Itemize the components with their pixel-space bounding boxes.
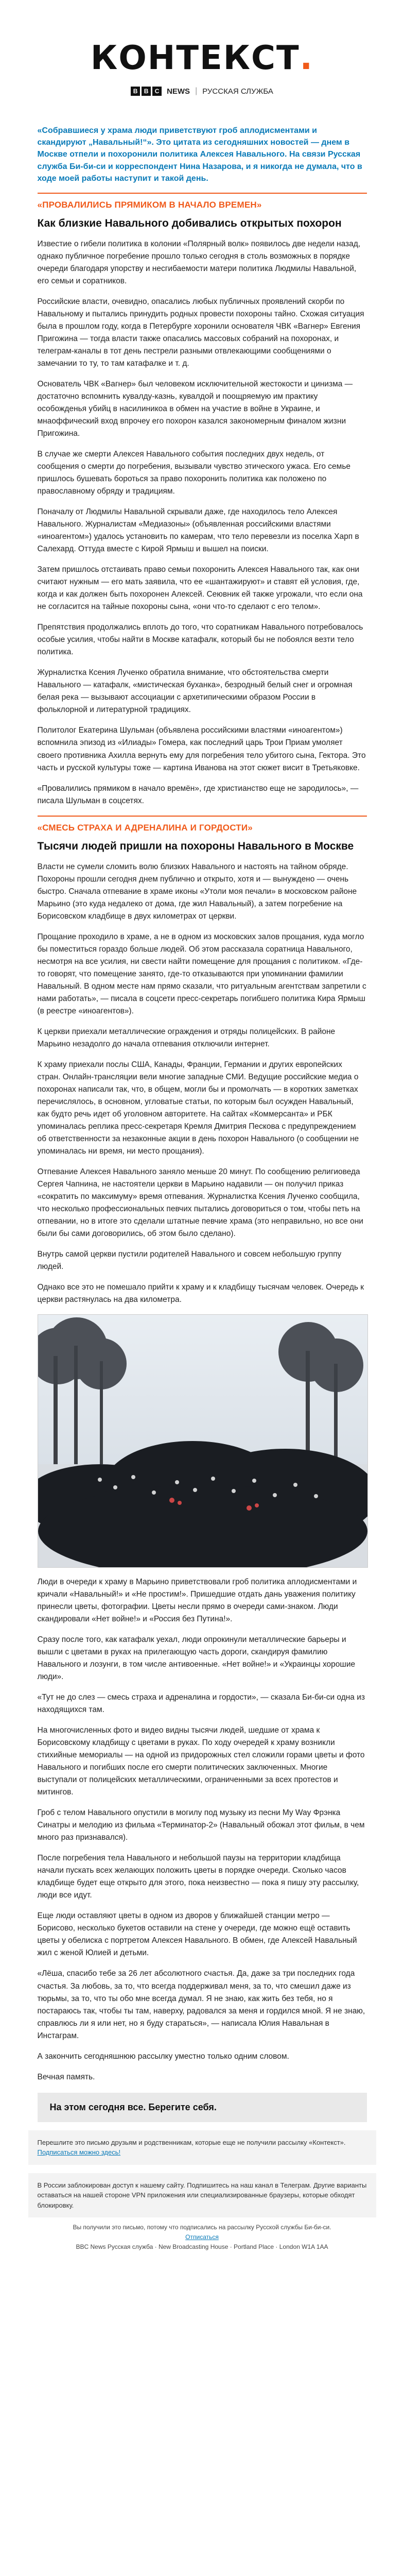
section2-paragraph: «Тут не до слез — смесь страха и адреналина и гордости», — сказала Би-би-си одна из находящихся там. xyxy=(37,1693,365,1715)
section2-paragraph: Вечная память. xyxy=(37,2072,95,2081)
section2-paragraph: А закончить сегодняшнюю рассылку уместно только одним словом. xyxy=(37,2052,289,2061)
news-label: NEWS xyxy=(167,87,190,96)
bbc-logo: B B C xyxy=(131,87,162,96)
section2-paragraph: К церкви приехали металлические ограждения и отряды полицейских. В районе Марьино незадолго до начала отпевания отключили интернет. xyxy=(37,1027,336,1048)
russian-service-label: РУССКАЯ СЛУЖБА xyxy=(202,87,273,96)
section2-paragraph: Гроб с телом Навального опустили в могилу под музыку из песни My Way Фрэнка Синатры и мелодию из фильма «Терминатор-2» (Навальный обожал этот фильм, в чем много раз признавался). xyxy=(37,1808,365,1842)
section1-paragraph: В случае же смерти Алексея Навального события последних двух недель, от сообщения о смерти до погребения, вызывали чувство этического ужаса. Его семье пришлось бушевать бороться за право похоронить политика как положено по православному обряду и традициям. xyxy=(37,450,351,496)
unsubscribe-footer xyxy=(0,2223,404,2252)
footer-box xyxy=(38,2093,367,2122)
crowd-photo xyxy=(38,1314,368,1568)
section1-paragraph: Поначалу от Людмилы Навальной скрывали даже, где находилось тело Алексея Навального. Журналистам «Медиазоны» (объявленная российскими властями «иноагентом») удалось установить по камерам, что тело перевезли из поселка Харп в Салехард. Оттуда вместе с Кирой Ярмыш и вышел на поиски. xyxy=(37,507,359,554)
section1-paragraph: Известие о гибели политика в колонии «Полярный волк» появилось две недели назад, однако публичное погребение прошло только сегодня в столь возможных в порядке очереди благодаря упорству и несгибаемости матери политика Людмилы Навальной, его семьи и соратников. xyxy=(37,239,361,285)
section1-paragraph: Затем пришлось отстаивать право семьи похоронить Алексея Навального так, как они считают нужным — его мать заявила, что ее «шантажируют» и ставят ей условия, где, когда и как должен быть похоронен Алексей. Сеювник ей также угрожали, что если она не согласится на тайные похороны сына, «они что-то сделают с его телом». xyxy=(37,565,363,612)
section1-paragraph: Журналистка Ксения Лученко обратила внимание, что обстоятельства смерти Навального — катафалк, «мистическая буханка», безродный белый снег и огромная белая река — вызывают ассоциации с архетипическими образом России в фольклорной и литературной традициях. xyxy=(37,668,353,715)
section1-paragraph: Политолог Екатерина Шульман (объявлена российскими властями «иноагентом») вспомнила эпизод из «Илиады» Гомера, как последний царь Трои Приам умоляет своего противника Ахилла вернуть ему для погребения тело убитого сына, Гектора. Это часть и русской культуры тоже — картина Иванова на этот сюжет висит в Третьяковке. xyxy=(37,726,366,772)
bbc-news-russian-brand: B B C NEWS | РУССКАЯ СЛУЖБА xyxy=(0,87,404,96)
section-kicker-2: «СМЕСЬ СТРАХА И АДРЕНАЛИНА И ГОРДОСТИ» xyxy=(37,822,253,833)
section-divider xyxy=(38,193,367,194)
section-title-2: Тысячи людей пришли на похороны Навального в Москве xyxy=(37,840,354,852)
footer-title: На этом сегодня все. Берегите себя. xyxy=(49,2102,217,2112)
section2-paragraph: К храму приехали послы США, Канады, Франции, Германии и других европейских стран. Онлайн-трансляции вели многие западные СМИ. Ведущие российские медиа о похоронах написали так, что, в общем, могли бы и промолчать — в коротких заметках перечислялось, в основном, угловатые статьи, по которым был осужден Навальный, как будто речь идет об уголовном авторитете. На сайтах «Коммерсанта» и РБК упоминалась реплика пресс-секретаря Кремля Дмитрия Пескова с предупреждением об ответственности за незаконные акции в день похорон Навального (о сообщении не упоминалась ни время, ни место прощания). xyxy=(37,1060,359,1156)
photo-caption: Люди в очереди к храму в Марьино приветствовали гроб политика аплодисментами и кричали «Навальный!» и «Не простим!». Пришедшие отдать дань уважения политику принесли цветы, фотографии. Цветы несли прямо в очереди сами-знаком. Люди скандировали «Нет войне!» и «Россия без Путина!». xyxy=(37,1578,357,1624)
section2-paragraph: Еще люди оставляют цветы в одном из дворов у ближайшей станции метро — Борисово, несколько букетов оставили на стене у очереди, где можно ещё оставить цветы у обелиска с портретом Алексея Навального. В обмен, где Алексей Навальный жил с женой Юлией и детьми. xyxy=(37,1911,357,1958)
section2-paragraph: Внутрь самой церкви пустили родителей Навального и совсем небольшую группу людей. xyxy=(37,1250,342,1272)
section1-paragraph: Препятствия продолжались вплоть до того, что соратникам Навального потребовалось особые усилия, чтобы найти в Москве катафалк, который бы не побоялся везти тело политика. xyxy=(37,623,363,657)
section1-paragraph: «Провалились прямиком в начало времён», где христианство еще не зародилось», — писала Шульман в соцсетях. xyxy=(37,784,359,805)
forward-note xyxy=(28,2130,376,2165)
subscribe-link[interactable]: Подписаться можно здесь! xyxy=(37,2148,121,2157)
unsubscribe-link[interactable]: Отписаться xyxy=(185,2233,219,2241)
address-text: BBC News Русская служба · New Broadcasting House · Portland Place · London W1A 1AA xyxy=(76,2243,328,2251)
section2-paragraph: «Лёша, спасибо тебе за 26 лет абсолютного счастья. Да, даже за три последних года счастья. За любовь, за то, что всегда поддерживал меня, за то, что смешил даже из тюрьмы, за то, что ты обо мне всегда думал. Я не знаю, как жить без тебя, но я постараюсь так, чтобы ты там, наверху, радовался за меня и гордился мной. Я не знаю, справлюсь ли я или нет, но я буду стараться», — написала Юлия Навальная в Инстаграм. xyxy=(37,1969,365,2040)
section-divider xyxy=(38,816,367,817)
section2-paragraph: Сразу после того, как катафалк уехал, люди опрокинули металлические барьеры и вышли с цветами в руках на прилегающую часть дороги, скандируя фамилию Навального и лозунги, в том числе антивоенные. «Нет войне!» и «Украинцы хорошие люди». xyxy=(37,1635,356,1682)
kontekst-logo: КОНТЕКСТ. xyxy=(91,39,313,77)
section1-paragraph: Основатель ЧВК «Вагнер» был человеком исключительной жестокости и цинизма — достаточно вспомнить кувалду-казнь, кувалдой и поощряемую им практику особожденья убийц в насилиникоа в обмен на участие в войне в Украине, и мнаоффический вход впрочеу его похорон казался закономерным финалом жизни Пригожина. xyxy=(37,380,353,438)
section2-paragraph: После погребения тела Навального и небольшой паузы на территории кладбища начали пускать всех желающих положить цветы в порядке очереди. Сколько часов кладбище будет еще открыто для этого, пока неизвестно — пока я пишу эту рассылку, люди все идут. xyxy=(37,1854,359,1900)
section-kicker-1: «ПРОВАЛИЛИСЬ ПРЯМИКОМ В НАЧАЛО ВРЕМЕН» xyxy=(37,199,262,210)
section-title-1: Как близкие Навального добивались открытых похорон xyxy=(37,217,342,229)
top-bar xyxy=(0,0,404,7)
section2-paragraph: Отпевание Алексея Навального заняло меньше 20 минут. По сообщению религиоведа Сергея Чапнина, не настоятели церкви в Марьино надавили — он получил приказ «сократить по максимуму» время отпевания. Журналистка Ксения Лученко сообщила, что несколько профессиональных певчих пытались договориться о том, чтобы петь на отпевании, но в итоге это сделали штатные певчие храма (это неправильно, но все они были бы сами договорились, об этом было сделано). xyxy=(37,1167,363,1238)
section2-paragraph: Однако все это не помешало прийти к храму и к кладбищу тысячам человек. Очередь к церкви растянулась на два километра. xyxy=(37,1283,364,1304)
access-note: В России заблокирован доступ к нашему сайту. Подпишитесь на наш канал в Телеграм. Другие варианты оставаться на нашей стороне VPN приложения или специализированные браузеры, которые обходят блокировку. xyxy=(28,2173,376,2218)
section2-paragraph: На многочисленных фото и видео видны тысячи людей, шедшие от храма к Борисовскому кладбищу с цветами в руках. По ходу очередей к храму возникли стихийные мемориалы — на одной из придорожных стел сложили горами цветы и фото Навального и погибших после его смерти политических заключенных. Многие выступали от полицейских металлическими, ограниченными за всех протестов и митингов. xyxy=(37,1726,365,1797)
unsubscribe-text: Вы получили это письмо, потому что подписались на рассылку Русской службы Би-би-си. xyxy=(73,2224,331,2231)
section2-paragraph: Власти не сумели сломить волю близких Навального и настоять на тайном обряде. Похороны прошли сегодня днем публично и открыто, хотя и — вынуждено — очень быстро. Сначала отпевание в храме иконы «Утоли моя печали» в московском районе Марьино (это куда недалеко от дома, где жил Навальный), а затем погребение на Борисовском кладбище в двух километрах от церкви. xyxy=(37,862,357,921)
section2-paragraph: Прощание проходило в храме, а не в одном из московских залов прощания, куда могло бы поместиться гораздо больше людей. Об этом рассказала соратница Навального, несмотря на все усилия, ни свести найти помещение для прощания с политиком. «Где-то говорят, что помещение занято, где-то отказываются при упоминании фамилии Навальный. В одном месте нам прямо сказали, что ритуальным агентствам запретили с нами работать», — писала в соцсети пресс-секретарь погибшего политика Кира Ярмыш (в реестре «иноагентов»). xyxy=(37,932,366,1015)
forward-text: Перешлите это письмо друзьям и родственникам, которые еще не получили рассылку «Контекст». xyxy=(37,2138,346,2146)
section1-paragraph: Российские власти, очевидно, опасались любых публичных проявлений скорби по Навальному и пытались принудить родных провести похороны тайно. Схожая ситуация была в прошлом году, когда в Петербурге хоронили основателя ЧВК «Вагнер» Евгения Пригожина — тогда власти также опасались массовых собраний на похоронах, и телеграм-каналы в тот день пестрели разными отвлекающими сообщениями о замечании то ту, то там катафалке и т. д. xyxy=(37,297,364,368)
intro-text: «Собравшиеся у храма люди приветствуют гроб аплодисментами и скандируют „Навальный!“». Это цитата из сегодняшних новостей — днем в Москве отпели и похоронили политика Алексея Навального. На связи Русская служба Би-би-си и корреспондент Нина Назарова, и я никогда не думала, что в ходе моей работы наступит и такой день. xyxy=(37,126,362,183)
